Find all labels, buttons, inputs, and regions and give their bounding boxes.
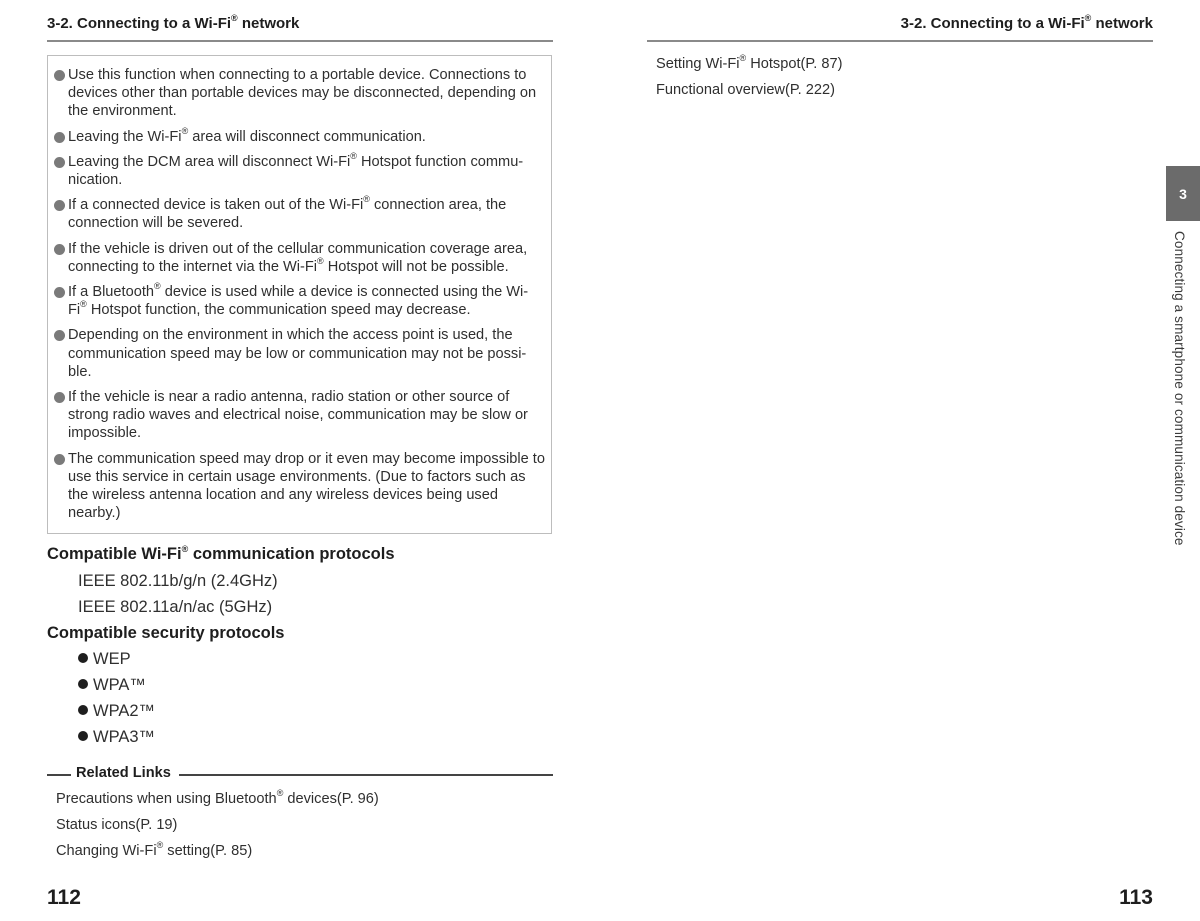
notice-text: Hotspot function commu-nication. (68, 153, 524, 189)
notice-text: The communication speed may drop or it even may become impossible to use this service in certain usage environments. (Due to factors such as the wireless antenna location and any wireless devices being used nearby.) (68, 450, 545, 522)
bullet-icon (54, 454, 65, 465)
security-protocol-label: WEP (93, 650, 131, 668)
link-text: Precautions when using Bluetooth (56, 791, 277, 807)
notice-item (53, 283, 545, 319)
registered-mark: ® (276, 788, 284, 799)
bullet-icon (54, 157, 65, 168)
notice-item (53, 150, 545, 189)
link-text: Status icons(P. 19) (56, 817, 178, 833)
security-protocol-label: WPA3™ (93, 728, 156, 746)
notice-item (53, 240, 545, 276)
chapter-tab[interactable]: 3 (1166, 166, 1200, 221)
link-text: Setting Wi-Fi (656, 56, 740, 72)
registered-mark: ® (156, 840, 164, 851)
left-header-suffix: network (237, 15, 300, 32)
bullet-icon (54, 244, 65, 255)
notice-text: If a connected device is taken out of the Wi-Fi (68, 197, 364, 214)
bullet-icon (78, 705, 88, 715)
left-page-header (47, 15, 299, 39)
left-header-mark: ® (231, 13, 238, 23)
security-protocol-item (78, 650, 131, 669)
bullet-icon (54, 200, 65, 211)
bullet-icon (54, 287, 65, 298)
chapter-side-title: Connecting a smartphone or communication device (1172, 231, 1187, 546)
notice-text: If a Bluetooth (68, 284, 155, 301)
registered-mark: ® (181, 543, 189, 554)
wifi-protocol-item: IEEE 802.11a/n/ac (5GHz) (78, 598, 273, 616)
registered-mark: ® (317, 255, 324, 266)
notice-text: Hotspot function, the communication speed may decrease. (86, 302, 471, 319)
bullet-icon (54, 132, 65, 143)
notice-item (53, 450, 545, 523)
bullet-icon (78, 731, 88, 741)
registered-mark: ® (363, 194, 370, 205)
page-number-left: 112 (47, 886, 81, 909)
link-suffix: Hotspot(P. 87) (746, 56, 843, 72)
right-page-header (901, 15, 1153, 39)
notice-text: device is used while a device is connected using the Wi-Fi (68, 284, 529, 319)
right-header-mark: ® (1084, 13, 1092, 23)
wifi-protocol-item: IEEE 802.11b/g/n (2.4GHz) (78, 572, 278, 590)
notice-text: Hotspot will not be possible. (323, 258, 509, 275)
security-protocol-label: WPA2™ (93, 702, 156, 720)
bullet-icon (54, 330, 65, 341)
link-suffix: setting(P. 85) (163, 843, 253, 859)
link-text: Functional overview(P. 222) (656, 82, 836, 98)
registered-mark: ® (181, 125, 189, 136)
page-number-right: 113 (1119, 886, 1153, 909)
security-protocol-item (78, 702, 155, 721)
related-links-label: Related Links (76, 765, 171, 781)
related-links-rule (47, 774, 71, 776)
notice-item (53, 326, 545, 381)
registered-mark: ® (80, 299, 87, 310)
notice-text: If the vehicle is near a radio antenna, radio station or other source of strong radio waves and electrical noise, communication may be slow or impossible. (68, 389, 528, 442)
registered-mark: ® (350, 150, 357, 161)
registered-mark: ® (154, 281, 161, 292)
notice-text: Leaving the DCM area will disconnect Wi-Fi (68, 153, 351, 170)
notice-item (53, 196, 545, 232)
right-header-rule (647, 40, 1153, 42)
notice-text: Use this function when connecting to a portable device. Connections to devices other than portable devices may be disconnected, depending on the environment. (68, 67, 537, 120)
notice-text: area will disconnect communication. (188, 128, 426, 145)
left-header-rule (47, 40, 553, 42)
wifi-protocols-title-suffix: communication protocols (188, 545, 395, 563)
security-protocols-title: Compatible security protocols (47, 624, 285, 642)
security-protocol-item (78, 676, 146, 695)
notice-text: Depending on the environment in which the access point is used, the communication speed may be low or communication may not be possi-ble. (68, 327, 527, 380)
related-link-changing-wifi-setting[interactable] (56, 840, 253, 859)
registered-mark: ® (739, 53, 747, 64)
related-links-rule (179, 774, 553, 776)
link-text: Changing Wi-Fi (56, 843, 157, 859)
bullet-icon (78, 653, 88, 663)
related-link-status-icons[interactable] (56, 817, 177, 833)
notice-item (53, 125, 545, 146)
bullet-icon (78, 679, 88, 689)
notice-item (53, 388, 545, 443)
wifi-protocols-title (47, 545, 395, 564)
link-suffix: devices(P. 96) (283, 791, 379, 807)
security-protocol-label: WPA™ (93, 676, 146, 694)
right-header-suffix: network (1091, 15, 1153, 32)
related-link-functional-overview[interactable] (656, 82, 835, 98)
notice-text: If the vehicle is driven out of the cellular communication coverage area, connecting to the internet via the Wi-Fi (68, 240, 528, 275)
related-links-header (47, 765, 553, 783)
bullet-icon (54, 70, 65, 81)
notice-item (53, 66, 545, 121)
related-link-bluetooth-precautions[interactable] (56, 788, 379, 807)
notice-text: Leaving the Wi-Fi (68, 128, 182, 145)
notice-text: connection area, the connection will be severed. (68, 197, 507, 232)
related-link-setting-wifi-hotspot[interactable] (656, 53, 843, 72)
security-protocol-item (78, 728, 155, 747)
wifi-protocols-title-text: Compatible Wi-Fi (47, 545, 182, 563)
left-header-title: 3-2. Connecting to a Wi-Fi (47, 15, 232, 32)
bullet-icon (54, 392, 65, 403)
notice-box (47, 55, 552, 534)
right-header-title: 3-2. Connecting to a Wi-Fi (900, 15, 1085, 32)
